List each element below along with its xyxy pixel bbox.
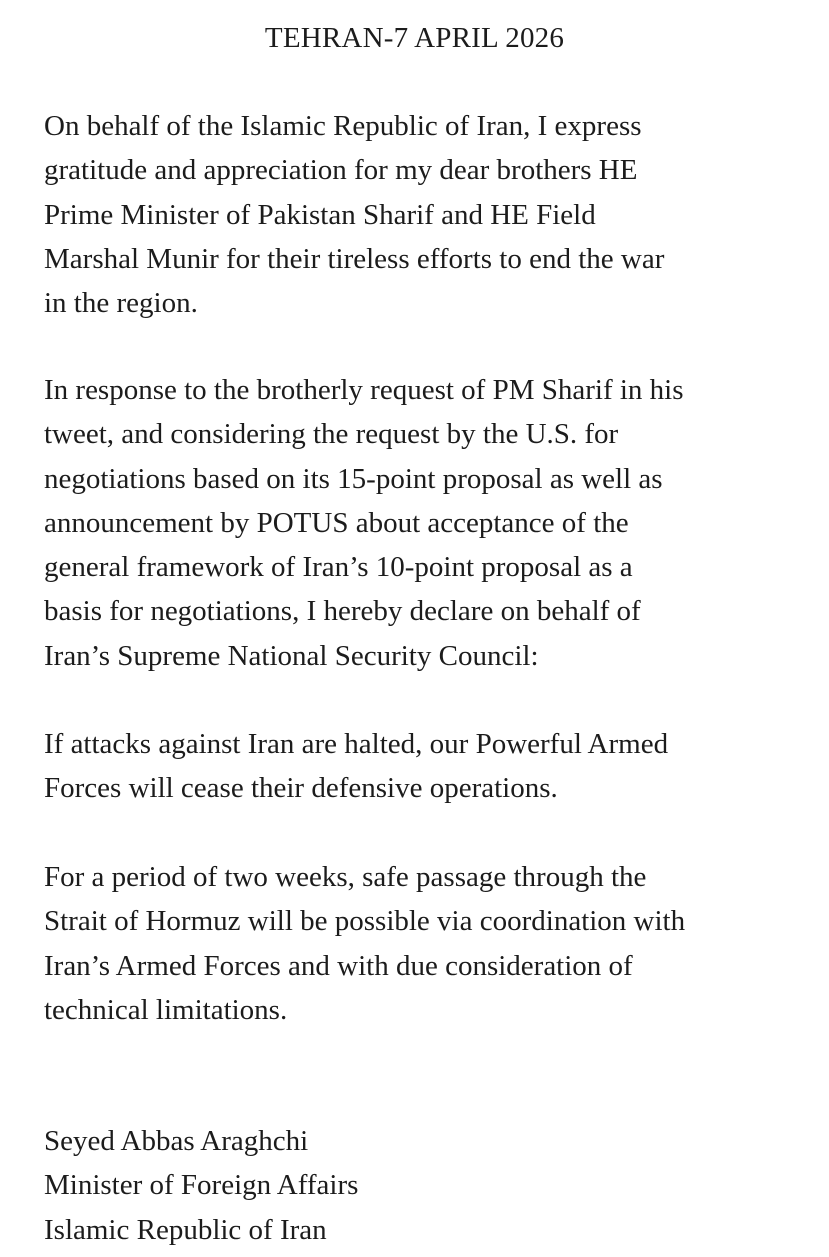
text-line: announcement by POTUS about acceptance of the <box>44 506 629 539</box>
text-line: negotiations based on its 15-point proposal as well as <box>44 462 663 495</box>
text-line: Strait of Hormuz will be possible via coordination with <box>44 905 686 938</box>
text-line: tweet, and considering the request by the U.S. for <box>44 418 619 451</box>
text-line: in the region. <box>44 287 198 320</box>
text-line: For a period of two weeks, safe passage through the <box>44 861 647 893</box>
paragraph-hormuz <box>44 855 804 1032</box>
signatory-organization: Islamic Republic of Iran <box>44 1213 327 1246</box>
text-line: In response to the brotherly request of PM Sharif in his <box>44 374 684 406</box>
text-line: Prime Minister of Pakistan Sharif and HE Field <box>44 198 596 231</box>
text-line: Iran’s Armed Forces and with due consideration of <box>44 949 633 982</box>
text-line: technical limitations. <box>44 993 288 1026</box>
text-line: On behalf of the Islamic Republic of Iran, I express <box>44 110 642 142</box>
signature-block <box>44 1119 358 1252</box>
text-line: basis for negotiations, I hereby declare on behalf of <box>44 595 641 628</box>
text-line: Forces will cease their defensive operations. <box>44 772 558 805</box>
text-line: general framework of Iran’s 10-point proposal as a <box>44 551 633 584</box>
text-line: gratitude and appreciation for my dear brothers HE <box>44 154 638 187</box>
paragraph-ceasefire <box>44 722 804 811</box>
signatory-title: Minister of Foreign Affairs <box>44 1169 359 1202</box>
paragraph-gratitude <box>44 104 804 325</box>
paragraph-declaration <box>44 368 804 678</box>
text-line: Iran’s Supreme National Security Council: <box>44 639 539 672</box>
text-line: If attacks against Iran are halted, our Powerful Armed <box>44 728 669 760</box>
dateline: TEHRAN-7 APRIL 2026 <box>264 22 565 54</box>
signatory-name: Seyed Abbas Araghchi <box>44 1125 309 1157</box>
text-line: Marshal Munir for their tireless efforts to end the war <box>44 242 665 275</box>
